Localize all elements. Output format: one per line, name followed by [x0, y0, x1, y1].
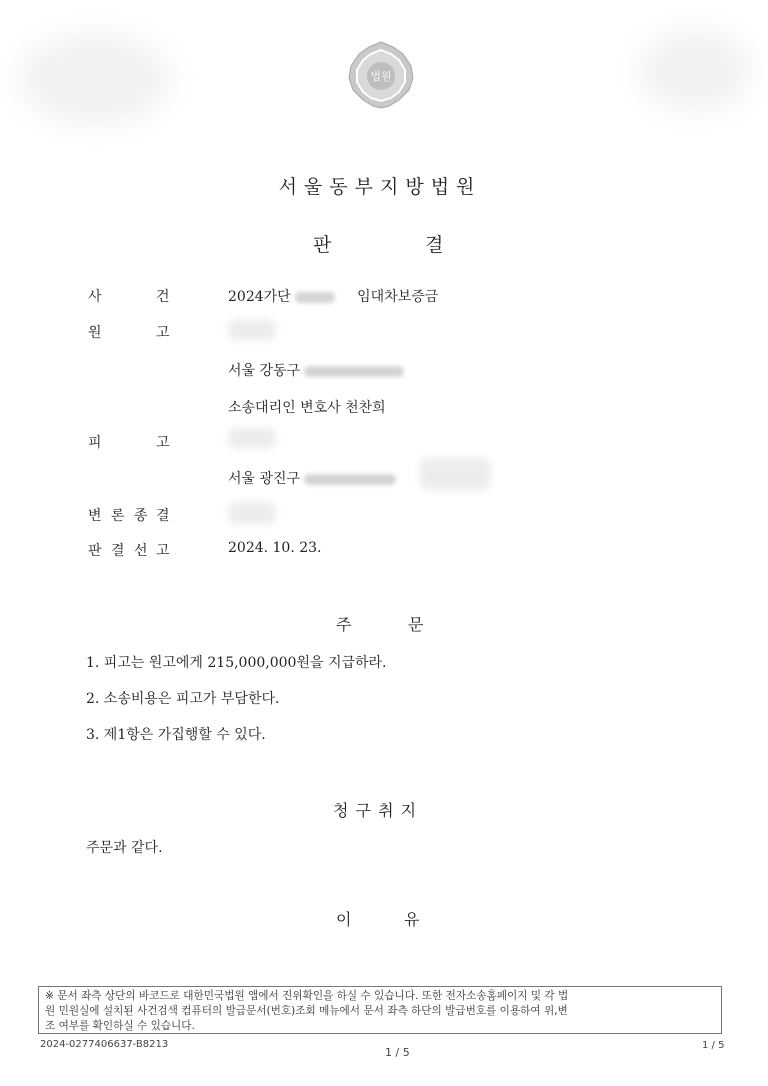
- case-number: 2024가단: [228, 289, 291, 305]
- redacted-defendant-extra: [420, 458, 490, 490]
- blurred-barcode-area: [20, 34, 170, 124]
- judgment-date: 2024. 10. 23.: [228, 540, 322, 556]
- claim-heading: 청 구 취 지: [333, 801, 418, 820]
- blurred-stamp-area: [640, 30, 750, 110]
- order-item: 2. 소송비용은 피고가 부담한다.: [86, 691, 280, 707]
- court-emblem-icon: [345, 40, 417, 112]
- redacted-plaintiff-address: [304, 366, 404, 377]
- plaintiff-address: 서울 강동구: [228, 360, 404, 380]
- case-name: 임대차보증금: [357, 289, 439, 305]
- redacted-case-number: [295, 292, 335, 303]
- court-name: 서울동부지방법원: [278, 176, 482, 198]
- notice-line: ※ 문서 좌측 상단의 바코드로 대한민국법원 앱에서 진위확인을 하실 수 있습니다. 또한 전자소송홈페이지 및 각 법: [45, 990, 569, 1002]
- verification-notice: [38, 986, 722, 1034]
- redacted-defendant-address: [304, 474, 396, 485]
- order-heading-char-1: 주: [336, 615, 352, 634]
- reason-heading-char-2: 유: [404, 910, 420, 929]
- order-heading-char-2: 문: [408, 615, 424, 634]
- issue-number: 2024-0277406637-B8213: [40, 1039, 169, 1050]
- case-value: [228, 286, 438, 306]
- plaintiff-counsel: 소송대리인 변호사 천찬희: [228, 400, 386, 416]
- document-title-char-2: 결: [425, 234, 444, 256]
- redacted-defendant-name: [228, 428, 276, 448]
- emblem-label: 법원: [370, 70, 392, 83]
- reason-heading-char-1: 이: [336, 910, 352, 929]
- notice-line: 원 민원실에 설치된 사건검색 컴퓨터의 발급문서(번호)조회 메뉴에서 문서 좌측 하단의 발급번호를 이용하여 위,변: [45, 1005, 568, 1017]
- defendant-address: 서울 광진구: [228, 468, 396, 488]
- notice-line: 조 여부를 확인하실 수 있습니다.: [45, 1020, 195, 1032]
- document-title-char-1: 판: [313, 234, 332, 256]
- redacted-closing-date: [228, 502, 276, 524]
- redacted-plaintiff-name: [228, 320, 276, 340]
- order-item: 3. 제1항은 가집행할 수 있다.: [86, 727, 266, 743]
- page-number-center: 1 / 5: [385, 1046, 410, 1059]
- order-item: 1. 피고는 원고에게 215,000,000원을 지급하라.: [86, 655, 387, 671]
- claim-text: 주문과 같다.: [86, 840, 163, 856]
- page-number-right: 1 / 5: [702, 1040, 725, 1051]
